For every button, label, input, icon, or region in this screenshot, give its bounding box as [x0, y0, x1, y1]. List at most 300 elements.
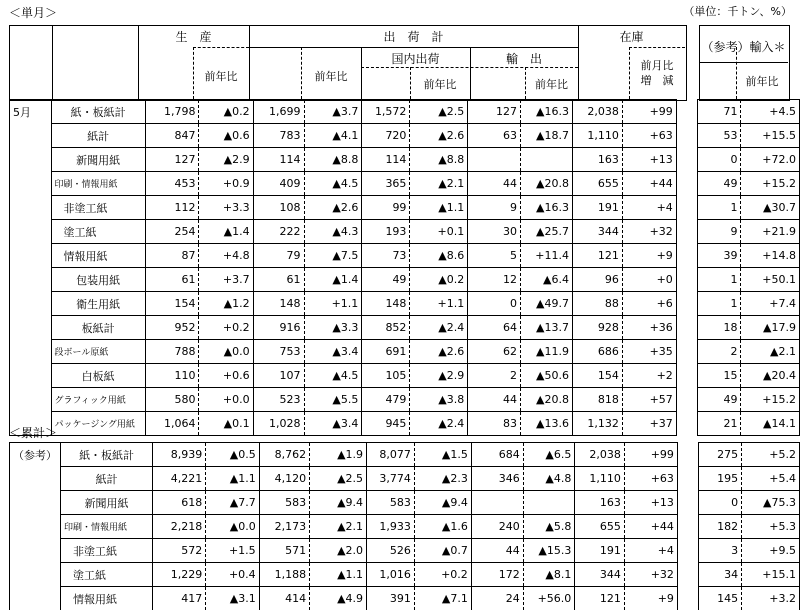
cell-prod-y: +0.6	[199, 364, 253, 388]
cell-dom-y: ▲8.6	[410, 244, 468, 268]
table-row	[10, 587, 800, 610]
row-period-cell: （参考）	[10, 443, 61, 467]
cell-dom-y: ▲2.9	[410, 364, 468, 388]
cell-imp-y: +3.2	[742, 587, 800, 610]
cell-prod: 580	[145, 388, 199, 412]
cell-dom: 852	[362, 316, 410, 340]
cell-dom: 8,077	[367, 443, 415, 467]
column-gap	[676, 100, 698, 124]
cell-ship: 79	[253, 244, 304, 268]
cell-imp: 34	[699, 563, 742, 587]
cell-inv-m: +63	[624, 467, 677, 491]
cell-dom: 583	[367, 491, 415, 515]
cell-exp-y: ▲16.3	[521, 100, 573, 124]
cell-exp-y: ▲25.7	[521, 220, 573, 244]
cell-prod-y: ▲0.5	[206, 443, 259, 467]
row-category: 新聞用紙	[61, 491, 153, 515]
row-period-cell	[10, 539, 61, 563]
cell-ship-y: ▲8.8	[304, 148, 362, 172]
cell-prod: 453	[145, 172, 199, 196]
cell-ship: 4,120	[259, 467, 309, 491]
column-gap	[677, 563, 698, 587]
row-period-cell	[10, 268, 52, 292]
table-row	[10, 124, 800, 148]
cell-exp-y: ▲6.4	[521, 268, 573, 292]
cell-dom-y: ▲2.5	[410, 100, 468, 124]
row-period-cell	[10, 220, 52, 244]
column-gap	[676, 148, 698, 172]
row-period-cell	[10, 412, 52, 436]
header-production-yoy: 前年比	[193, 68, 249, 84]
row-category: 情報用紙	[61, 587, 153, 610]
cell-prod: 154	[145, 292, 199, 316]
cell-prod-y: +4.8	[199, 244, 253, 268]
cell-ship-y: ▲3.4	[304, 412, 362, 436]
cell-ship: 114	[253, 148, 304, 172]
column-gap	[677, 515, 698, 539]
cell-ship-y: ▲1.1	[310, 563, 367, 587]
cell-inv-m: +4	[624, 539, 677, 563]
row-period-cell	[10, 388, 52, 412]
table-row	[10, 100, 800, 124]
cell-imp: 2	[698, 340, 741, 364]
column-gap	[676, 196, 698, 220]
row-category: 白板紙	[51, 364, 145, 388]
cell-ship-y: ▲4.5	[304, 364, 362, 388]
header-inventory: 在庫	[578, 28, 685, 45]
cell-exp-y: ▲4.8	[523, 467, 575, 491]
cell-dom: 1,016	[367, 563, 415, 587]
row-period-cell	[10, 172, 52, 196]
row-period-cell	[10, 196, 52, 220]
cell-prod: 127	[145, 148, 199, 172]
cell-prod: 8,939	[153, 443, 206, 467]
cell-exp-y: ▲5.8	[523, 515, 575, 539]
cell-prod-y: ▲1.2	[199, 292, 253, 316]
cell-inv-m: +35	[622, 340, 676, 364]
cell-prod: 572	[153, 539, 206, 563]
cell-inv: 686	[572, 340, 622, 364]
cell-ship: 107	[253, 364, 304, 388]
cell-exp-y: +11.4	[521, 244, 573, 268]
cell-prod: 952	[145, 316, 199, 340]
row-category: 情報用紙	[51, 244, 145, 268]
row-period-cell	[10, 316, 52, 340]
cell-exp: 62	[468, 340, 521, 364]
cell-exp: 64	[468, 316, 521, 340]
cell-inv: 121	[572, 244, 622, 268]
header-export: 輸 出	[470, 50, 578, 67]
cell-prod-y: ▲1.1	[206, 467, 259, 491]
cell-inv-m: +0	[622, 268, 676, 292]
cell-ship-y: ▲4.1	[304, 124, 362, 148]
cell-exp: 9	[468, 196, 521, 220]
column-gap	[677, 443, 698, 467]
table-row	[10, 515, 800, 539]
cell-exp: 83	[468, 412, 521, 436]
row-category: 紙計	[61, 467, 153, 491]
cell-dom: 73	[362, 244, 410, 268]
cell-exp: 24	[471, 587, 523, 610]
cell-inv: 1,110	[575, 467, 625, 491]
cell-prod: 110	[145, 364, 199, 388]
cell-imp-y: +15.2	[741, 172, 800, 196]
cell-inv-m: +6	[622, 292, 676, 316]
cell-prod-y: +0.0	[199, 388, 253, 412]
cell-ship-y: ▲2.6	[304, 196, 362, 220]
cell-ship-y: ▲1.4	[304, 268, 362, 292]
header-domestic-yoy: 前年比	[410, 76, 470, 92]
cell-imp-y: ▲17.9	[741, 316, 800, 340]
cell-inv: 163	[575, 491, 625, 515]
cell-exp-y: ▲11.9	[521, 340, 573, 364]
cell-dom: 945	[362, 412, 410, 436]
cell-ship-y: +1.1	[304, 292, 362, 316]
cell-ship-y: ▲4.3	[304, 220, 362, 244]
cell-imp: 15	[698, 364, 741, 388]
cell-dom: 1,933	[367, 515, 415, 539]
cell-exp-y: ▲20.8	[521, 388, 573, 412]
cell-imp-y: +50.1	[741, 268, 800, 292]
cell-dom-y: ▲2.1	[410, 172, 468, 196]
cell-ship: 2,173	[259, 515, 309, 539]
cell-inv: 191	[575, 539, 625, 563]
cell-imp: 49	[698, 172, 741, 196]
monthly-section-label: ＜単月＞	[9, 4, 57, 21]
cell-dom: 114	[362, 148, 410, 172]
cell-dom: 99	[362, 196, 410, 220]
table-row	[10, 196, 800, 220]
cell-imp-y: +7.4	[741, 292, 800, 316]
cell-exp: 346	[471, 467, 523, 491]
cell-dom-y: ▲9.4	[414, 491, 471, 515]
cell-imp-y: ▲2.1	[741, 340, 800, 364]
column-gap	[676, 124, 698, 148]
cell-ship: 108	[253, 196, 304, 220]
cell-ship-y: ▲4.5	[304, 172, 362, 196]
cell-dom-y: ▲0.7	[414, 539, 471, 563]
unit-label: （単位：千トン、%）	[683, 3, 792, 19]
cell-inv-m: +32	[624, 563, 677, 587]
cell-prod-y: +0.9	[199, 172, 253, 196]
cell-inv: 655	[572, 172, 622, 196]
column-gap	[676, 244, 698, 268]
column-gap	[677, 467, 698, 491]
cell-exp: 0	[468, 292, 521, 316]
header-imports-yoy: 前年比	[736, 73, 788, 89]
cell-inv: 191	[572, 196, 622, 220]
table-row	[10, 316, 800, 340]
header-export-yoy: 前年比	[525, 76, 578, 92]
cell-prod-y: +0.2	[199, 316, 253, 340]
cell-exp: 240	[471, 515, 523, 539]
cell-exp: 44	[471, 539, 523, 563]
cell-inv-m: +9	[624, 587, 677, 610]
header-shipments: 出 荷 計	[249, 28, 578, 45]
cell-imp-y: ▲20.4	[741, 364, 800, 388]
cell-exp-y: ▲20.8	[521, 172, 573, 196]
cell-dom-y: +0.1	[410, 220, 468, 244]
cell-ship-y: ▲3.4	[304, 340, 362, 364]
cell-exp-y: ▲15.3	[523, 539, 575, 563]
cell-prod: 2,218	[153, 515, 206, 539]
cell-prod-y: ▲0.0	[206, 515, 259, 539]
row-category: 印刷・情報用紙	[61, 515, 153, 539]
row-category: 印刷・情報用紙	[51, 172, 145, 196]
row-category: 紙・板紙計	[61, 443, 153, 467]
cell-imp-y: +15.2	[741, 388, 800, 412]
row-category: 紙計	[51, 124, 145, 148]
cell-prod-y: ▲2.9	[199, 148, 253, 172]
cell-exp: 30	[468, 220, 521, 244]
cell-imp: 1	[698, 196, 741, 220]
cell-dom: 391	[367, 587, 415, 610]
cell-imp-y: +15.5	[741, 124, 800, 148]
column-gap	[676, 340, 698, 364]
column-gap	[676, 292, 698, 316]
cell-ship: 1,188	[259, 563, 309, 587]
cell-exp	[468, 148, 521, 172]
cell-ship: 409	[253, 172, 304, 196]
cell-inv: 1,110	[572, 124, 622, 148]
column-gap	[677, 491, 698, 515]
cell-ship: 571	[259, 539, 309, 563]
table-row	[10, 364, 800, 388]
header-inventory-mom-1: 前月比	[629, 57, 685, 73]
row-category: 板紙計	[51, 316, 145, 340]
cell-inv-m: +44	[624, 515, 677, 539]
row-period-cell	[10, 587, 61, 610]
cell-ship: 753	[253, 340, 304, 364]
cell-dom: 3,774	[367, 467, 415, 491]
cell-prod-y: ▲0.1	[199, 412, 253, 436]
cell-imp-y: +4.5	[741, 100, 800, 124]
cell-prod: 847	[145, 124, 199, 148]
table-row	[10, 340, 800, 364]
cell-imp: 9	[698, 220, 741, 244]
column-gap	[676, 220, 698, 244]
cell-ship-y: ▲2.5	[310, 467, 367, 491]
cell-ship-y: ▲1.9	[310, 443, 367, 467]
cell-dom-y: ▲1.1	[410, 196, 468, 220]
column-gap	[676, 364, 698, 388]
cell-imp: 49	[698, 388, 741, 412]
cell-ship-y: ▲3.7	[304, 100, 362, 124]
cell-imp: 0	[698, 148, 741, 172]
cell-imp: 71	[698, 100, 741, 124]
cell-exp: 12	[468, 268, 521, 292]
cell-prod: 112	[145, 196, 199, 220]
cell-dom: 720	[362, 124, 410, 148]
cell-inv-m: +2	[622, 364, 676, 388]
cumulative-section-label: ＜累計＞	[9, 424, 57, 441]
cell-prod-y: +1.5	[206, 539, 259, 563]
cell-exp: 2	[468, 364, 521, 388]
cell-prod-y: ▲3.1	[206, 587, 259, 610]
table-row	[10, 148, 800, 172]
column-gap	[676, 388, 698, 412]
cell-dom-y: ▲2.6	[410, 124, 468, 148]
cell-prod-y: ▲0.2	[199, 100, 253, 124]
cell-imp-y: +5.3	[742, 515, 800, 539]
cell-dom-y: ▲7.1	[414, 587, 471, 610]
cell-prod-y: +0.4	[206, 563, 259, 587]
cell-dom: 365	[362, 172, 410, 196]
cell-inv-m: +44	[622, 172, 676, 196]
cell-dom-y: ▲8.8	[410, 148, 468, 172]
row-period-cell	[10, 148, 52, 172]
cell-ship-y: ▲4.9	[310, 587, 367, 610]
cell-exp: 127	[468, 100, 521, 124]
cell-imp: 39	[698, 244, 741, 268]
cell-inv: 1,132	[572, 412, 622, 436]
cell-exp-y	[523, 491, 575, 515]
cell-exp-y: ▲50.6	[521, 364, 573, 388]
cell-ship-y: ▲2.1	[310, 515, 367, 539]
cell-exp-y: ▲13.6	[521, 412, 573, 436]
column-gap	[676, 412, 698, 436]
table-row	[10, 563, 800, 587]
cell-imp-y: +5.2	[742, 443, 800, 467]
row-category: 衛生用紙	[51, 292, 145, 316]
cell-exp-y: ▲16.3	[521, 196, 573, 220]
cell-exp-y: ▲6.5	[523, 443, 575, 467]
row-period-cell	[10, 364, 52, 388]
cell-ship-y: ▲7.5	[304, 244, 362, 268]
cell-dom-y: ▲3.8	[410, 388, 468, 412]
cell-imp-y: ▲30.7	[741, 196, 800, 220]
cell-inv-m: +57	[622, 388, 676, 412]
cell-ship: 523	[253, 388, 304, 412]
cell-inv-m: +37	[622, 412, 676, 436]
cell-ship-y: ▲2.0	[310, 539, 367, 563]
cell-imp: 182	[699, 515, 742, 539]
cell-imp: 1	[698, 268, 741, 292]
cell-dom: 526	[367, 539, 415, 563]
cell-dom-y: ▲1.5	[414, 443, 471, 467]
cell-dom: 691	[362, 340, 410, 364]
cell-dom-y: ▲2.6	[410, 340, 468, 364]
cell-imp-y: ▲75.3	[742, 491, 800, 515]
cell-inv: 344	[572, 220, 622, 244]
header-inventory-mom-2: 増 減	[629, 72, 685, 88]
cell-exp: 63	[468, 124, 521, 148]
cell-imp-y: +14.8	[741, 244, 800, 268]
cell-inv: 154	[572, 364, 622, 388]
cell-inv: 163	[572, 148, 622, 172]
cell-prod: 618	[153, 491, 206, 515]
cumulative-table	[9, 442, 800, 610]
cell-dom-y: +0.2	[414, 563, 471, 587]
cell-dom-y: ▲2.4	[410, 412, 468, 436]
row-category: 塗工紙	[61, 563, 153, 587]
cell-prod: 87	[145, 244, 199, 268]
cell-prod: 417	[153, 587, 206, 610]
cell-dom: 148	[362, 292, 410, 316]
cell-inv: 2,038	[572, 100, 622, 124]
cell-imp-y: +21.9	[741, 220, 800, 244]
cell-exp-y	[521, 148, 573, 172]
cell-dom-y: ▲0.2	[410, 268, 468, 292]
cell-inv-m: +13	[624, 491, 677, 515]
cell-exp: 172	[471, 563, 523, 587]
table-row	[10, 388, 800, 412]
cell-ship: 222	[253, 220, 304, 244]
cell-prod: 4,221	[153, 467, 206, 491]
cell-imp: 275	[699, 443, 742, 467]
cell-ship: 916	[253, 316, 304, 340]
cell-exp: 684	[471, 443, 523, 467]
cell-imp: 1	[698, 292, 741, 316]
header-domestic: 国内出荷	[361, 50, 470, 67]
column-gap	[676, 316, 698, 340]
cell-prod: 254	[145, 220, 199, 244]
cell-imp: 195	[699, 467, 742, 491]
cell-inv-m: +4	[622, 196, 676, 220]
cell-imp: 18	[698, 316, 741, 340]
row-period-cell	[10, 244, 52, 268]
row-period-cell	[10, 491, 61, 515]
cell-prod: 1,064	[145, 412, 199, 436]
cell-prod-y: +3.3	[199, 196, 253, 220]
row-category: 非塗工紙	[61, 539, 153, 563]
cell-prod: 1,229	[153, 563, 206, 587]
cell-prod-y: ▲0.0	[199, 340, 253, 364]
cell-exp-y: ▲8.1	[523, 563, 575, 587]
cell-prod-y: +3.7	[199, 268, 253, 292]
cell-dom-y: ▲2.4	[410, 316, 468, 340]
row-period-cell	[10, 467, 61, 491]
cell-ship-y: ▲3.3	[304, 316, 362, 340]
cell-inv: 96	[572, 268, 622, 292]
table-row	[10, 491, 800, 515]
monthly-table	[9, 99, 800, 436]
cell-dom: 105	[362, 364, 410, 388]
cell-exp	[471, 491, 523, 515]
cell-inv-m: +9	[622, 244, 676, 268]
cell-inv: 344	[575, 563, 625, 587]
cell-prod-y: ▲7.7	[206, 491, 259, 515]
cell-imp: 21	[698, 412, 741, 436]
cell-exp-y: ▲49.7	[521, 292, 573, 316]
table-row	[10, 412, 800, 436]
cell-inv: 2,038	[575, 443, 625, 467]
cell-ship: 8,762	[259, 443, 309, 467]
cell-imp: 0	[699, 491, 742, 515]
cell-dom: 193	[362, 220, 410, 244]
cell-exp: 44	[468, 172, 521, 196]
row-category: 非塗工紙	[51, 196, 145, 220]
row-category: 包装用紙	[51, 268, 145, 292]
cell-inv-m: +13	[622, 148, 676, 172]
row-period-cell	[10, 124, 52, 148]
cell-imp: 3	[699, 539, 742, 563]
cell-exp-y: ▲13.7	[521, 316, 573, 340]
row-period-cell	[10, 340, 52, 364]
row-period-cell: 5月	[10, 100, 52, 124]
header-imports: （参考）輸入＊	[699, 38, 788, 55]
cell-inv: 655	[575, 515, 625, 539]
cell-prod-y: ▲1.4	[199, 220, 253, 244]
table-row	[10, 172, 800, 196]
column-gap	[677, 539, 698, 563]
cell-ship: 148	[253, 292, 304, 316]
cell-inv: 928	[572, 316, 622, 340]
cell-prod: 61	[145, 268, 199, 292]
cell-imp-y: ▲14.1	[741, 412, 800, 436]
table-row	[10, 467, 800, 491]
cell-imp-y: +5.4	[742, 467, 800, 491]
